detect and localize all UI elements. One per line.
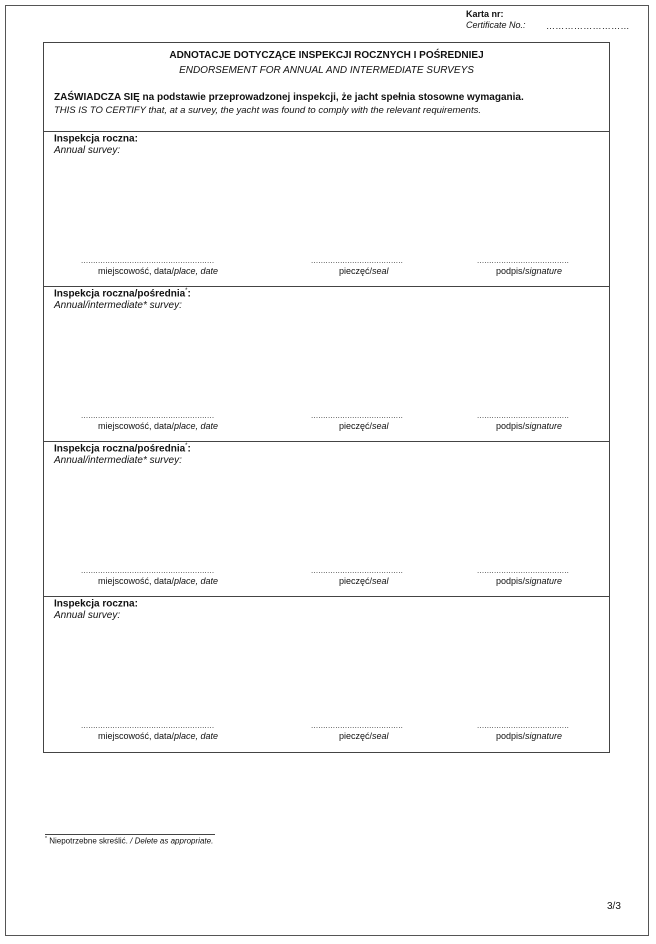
signature-label: podpis/signature	[496, 421, 563, 431]
survey-title-en: Annual/intermediate* survey:	[54, 300, 182, 311]
seal-line[interactable]: ......................................	[311, 411, 404, 420]
footnote-divider	[45, 834, 215, 835]
place-date-line[interactable]: .......................................................	[81, 256, 215, 265]
form-title-en: ENDORSEMENT FOR ANNUAL AND INTERMEDIATE SURVEYS	[179, 65, 474, 76]
signature-label: podpis/signature	[496, 266, 563, 276]
page-number: 3/3	[607, 901, 621, 912]
seal-line[interactable]: ......................................	[311, 566, 404, 575]
certificate-number-field[interactable]: ………………………	[546, 21, 630, 31]
signature-line[interactable]: ......................................	[477, 256, 570, 265]
seal-line[interactable]: ......................................	[311, 721, 404, 730]
survey-section	[44, 596, 609, 751]
signature-line[interactable]: ......................................	[477, 721, 570, 730]
survey-section	[44, 286, 609, 441]
place-date-line[interactable]: .......................................................	[81, 566, 215, 575]
survey-title-en: Annual/intermediate* survey:	[54, 455, 182, 466]
survey-title-pl: Inspekcja roczna:	[54, 133, 138, 145]
signature-label: podpis/signature	[496, 731, 563, 741]
place-date-line[interactable]: .......................................................	[81, 411, 215, 420]
certificate-label-pl: Karta nr:	[466, 9, 504, 19]
seal-label: pieczęć/seal	[339, 421, 389, 431]
survey-title-pl: Inspekcja roczna/pośrednia*:	[54, 443, 191, 455]
signature-line[interactable]: ......................................	[477, 411, 570, 420]
place-date-label: miejscowość, data/place, date	[98, 421, 219, 431]
place-date-label: miejscowość, data/place, date	[98, 576, 219, 586]
seal-label: pieczęć/seal	[339, 266, 389, 276]
footnote: * Niepotrzebne skreślić. / Delete as appropriate.	[45, 836, 214, 846]
survey-title-pl: Inspekcja roczna:	[54, 598, 138, 610]
certificate-number-header	[466, 9, 526, 31]
survey-title-en: Annual survey:	[54, 145, 121, 156]
survey-section	[44, 441, 609, 596]
signature-label: podpis/signature	[496, 576, 563, 586]
seal-label: pieczęć/seal	[339, 576, 389, 586]
certify-statement-pl: ZAŚWIADCZA SIĘ na podstawie przeprowadzonej inspekcji, że jacht spełnia stosowne wymagania.	[54, 92, 524, 103]
place-date-label: miejscowość, data/place, date	[98, 266, 219, 276]
seal-label: pieczęć/seal	[339, 731, 389, 741]
survey-section	[44, 131, 609, 286]
certify-statement-en: THIS IS TO CERTIFY that, at a survey, the yacht was found to comply with the relevant requirements.	[54, 105, 481, 116]
endorsement-frame	[43, 42, 610, 753]
place-date-label: miejscowość, data/place, date	[98, 731, 219, 741]
certificate-label-en: Certificate No.:	[466, 20, 526, 30]
seal-line[interactable]: ......................................	[311, 256, 404, 265]
signature-line[interactable]: ......................................	[477, 566, 570, 575]
place-date-line[interactable]: .......................................................	[81, 721, 215, 730]
survey-title-pl: Inspekcja roczna/pośrednia*:	[54, 288, 191, 300]
survey-title-en: Annual survey:	[54, 610, 121, 621]
form-title-pl: ADNOTACJE DOTYCZĄCE INSPEKCJI ROCZNYCH I POŚREDNIEJ	[169, 50, 484, 61]
